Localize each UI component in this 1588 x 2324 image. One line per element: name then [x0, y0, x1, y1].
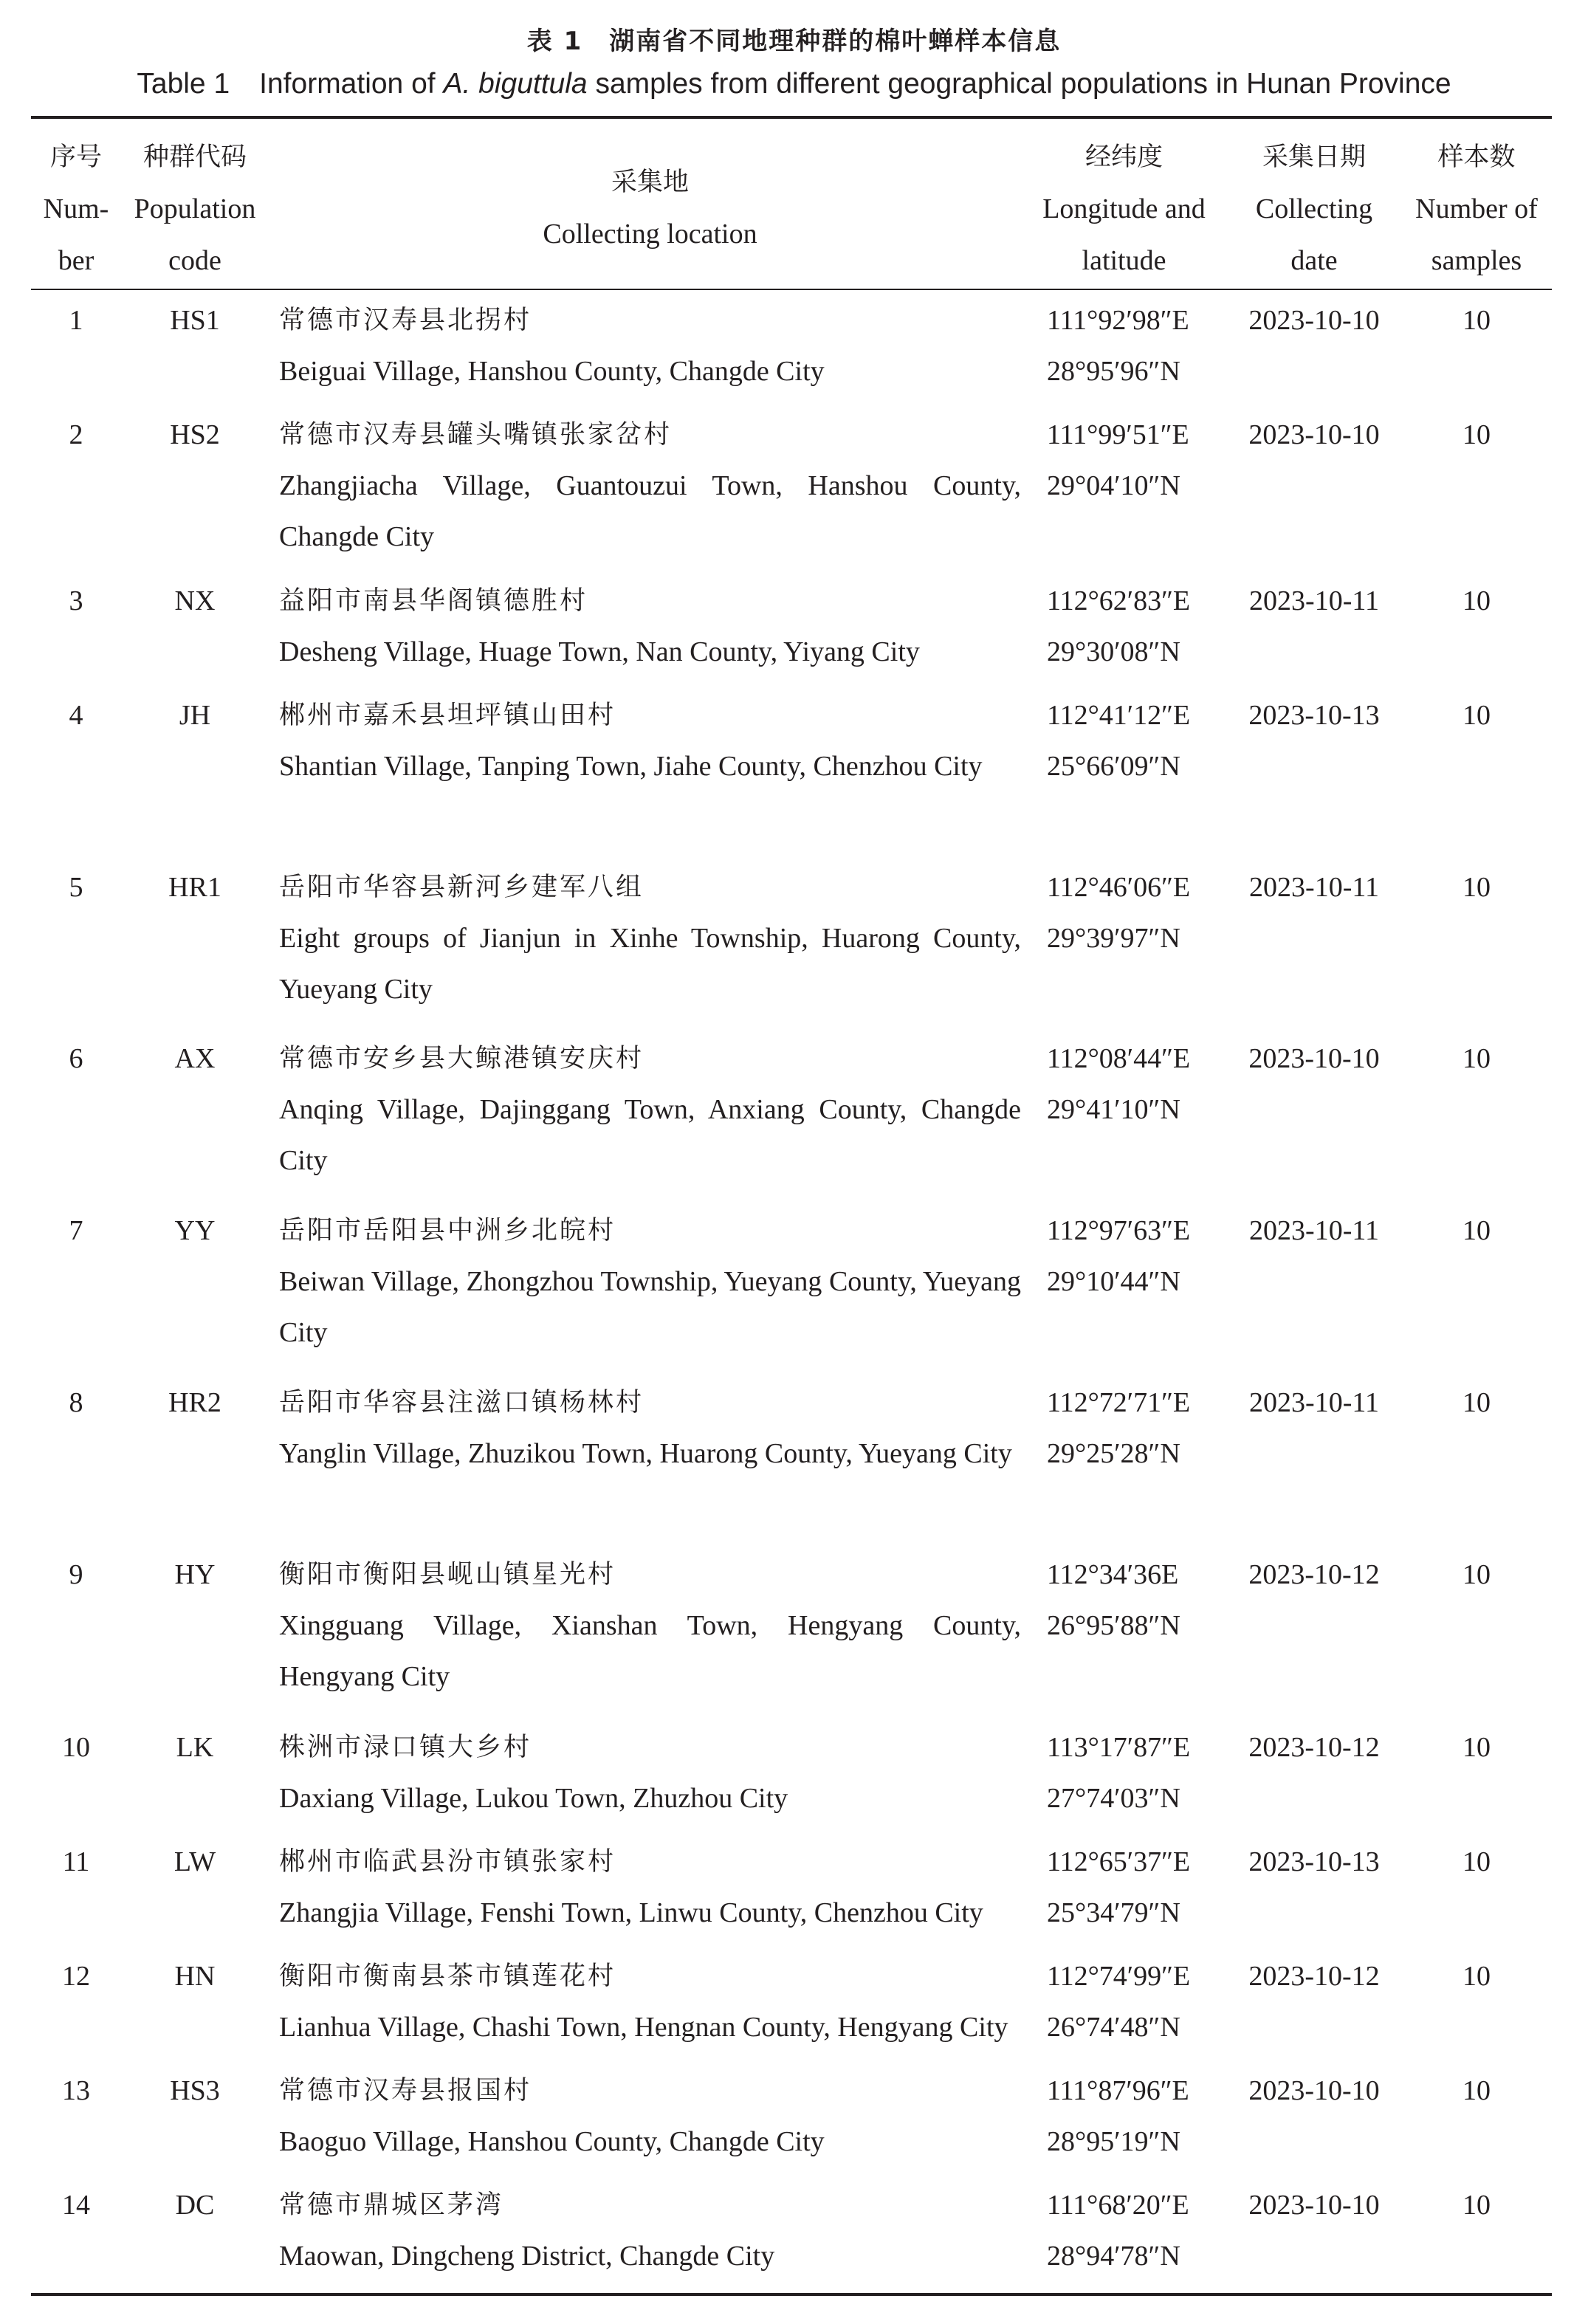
cell-date: 2023-10-10 [1248, 2190, 1380, 2221]
header-location [279, 157, 1021, 260]
header-samples [1403, 131, 1550, 286]
cell-lonlat [1034, 2066, 1214, 2167]
header-location-en: Collecting location [543, 219, 757, 250]
header-number-en2: ber [58, 245, 94, 276]
cell-date: 2023-10-10 [1248, 305, 1380, 336]
header-code [124, 131, 266, 286]
cell-lonlat [1034, 1837, 1214, 1939]
cell-latitude: 29°04′10″N [1047, 470, 1180, 501]
cell-longitude: 112°46′06″E [1047, 872, 1191, 903]
cell-location-cn: 岳阳市华容县新河乡建军八组 [279, 873, 645, 902]
cell-number: 8 [69, 1387, 83, 1418]
cell-code: HS2 [170, 419, 220, 450]
cell-latitude: 29°39′97″N [1047, 923, 1180, 954]
table-number: Table 1 [137, 68, 230, 100]
cell-location-cn: 株洲市渌口镇大乡村 [279, 1733, 532, 1762]
cell-date: 2023-10-11 [1249, 872, 1379, 903]
cell-samples: 10 [1462, 1559, 1491, 1590]
caption-prefix: Information of [259, 68, 436, 100]
cell-longitude: 112°08′44″E [1047, 1043, 1191, 1074]
cell-samples: 10 [1462, 700, 1491, 731]
cell-date: 2023-10-10 [1248, 2075, 1380, 2106]
cell-latitude: 26°74′48″N [1047, 2012, 1180, 2043]
cell-samples: 10 [1462, 1387, 1491, 1418]
cell-location-cn: 衡阳市衡阳县岘山镇星光村 [279, 1560, 616, 1589]
cell-latitude: 28°94′78″N [1047, 2241, 1180, 2272]
cell-latitude: 29°10′44″N [1047, 1266, 1180, 1297]
cell-code: HS1 [170, 305, 220, 336]
cell-longitude: 112°62′83″E [1047, 585, 1191, 616]
cell-location-en: Beiwan Village, Zhongzhou Township, Yueyang County, Yueyang City [279, 1266, 1021, 1348]
cell-location-en: Eight groups of Jianjun in Xinhe Township, Huarong County, Yueyang City [279, 923, 1021, 1005]
cell-samples: 10 [1462, 585, 1491, 616]
cell-date: 2023-10-13 [1248, 700, 1380, 731]
cell-location [279, 1722, 1021, 1824]
cell-location-en: Zhangjiacha Village, Guantouzui Town, Hanshou County, Changde City [279, 470, 1021, 552]
cell-date: 2023-10-12 [1248, 1559, 1380, 1590]
cell-longitude: 111°87′96″E [1047, 2075, 1189, 2106]
cell-lonlat [1034, 1722, 1214, 1824]
cell-location-cn: 常德市汉寿县报国村 [279, 2076, 532, 2105]
cell-code: JH [179, 700, 211, 731]
header-lonlat-en2: latitude [1082, 245, 1166, 276]
cell-location [279, 410, 1021, 563]
cell-longitude: 111°92′98″E [1047, 305, 1189, 336]
cell-samples: 10 [1462, 872, 1491, 903]
table-caption-cn: 表 1 湖南省不同地理种群的棉叶蝉样本信息 [526, 27, 1062, 56]
cell-date: 2023-10-12 [1248, 1732, 1380, 1763]
cell-code: NX [174, 585, 216, 616]
cell-longitude: 112°97′63″E [1047, 1215, 1191, 1246]
cell-number: 6 [69, 1043, 83, 1074]
cell-location [279, 1837, 1021, 1939]
cell-latitude: 29°25′28″N [1047, 1438, 1180, 1469]
header-date-en2: date [1290, 245, 1338, 276]
cell-number: 14 [62, 2190, 90, 2221]
cell-lonlat [1034, 1550, 1214, 1651]
cell-location [279, 1378, 1021, 1479]
cell-location-cn: 常德市汉寿县罐头嘴镇张家岔村 [279, 420, 673, 450]
header-rule [31, 289, 1552, 290]
cell-samples: 10 [1462, 419, 1491, 450]
cell-latitude: 28°95′96″N [1047, 356, 1180, 387]
cell-location-cn: 岳阳市华容县注滋口镇杨林村 [279, 1388, 645, 1417]
cell-location-cn: 常德市安乡县大鲸港镇安庆村 [279, 1044, 645, 1073]
cell-number: 10 [62, 1732, 90, 1763]
cell-latitude: 29°30′08″N [1047, 636, 1180, 667]
cell-location-en: Beiguai Village, Hanshou County, Changde City [279, 356, 825, 387]
cell-longitude: 112°34′36E [1047, 1559, 1179, 1590]
cell-location [279, 576, 1021, 678]
caption-suffix: samples from different geographical populations in Hunan Province [595, 68, 1451, 100]
cell-location-en: Zhangjia Village, Fenshi Town, Linwu County, Chenzhou City [279, 1897, 983, 1928]
cell-latitude: 28°95′19″N [1047, 2126, 1180, 2157]
cell-location-en: Baoguo Village, Hanshou County, Changde City [279, 2126, 825, 2157]
cell-longitude: 112°72′71″E [1047, 1387, 1191, 1418]
cell-location [279, 1034, 1021, 1186]
cell-longitude: 111°68′20″E [1047, 2190, 1189, 2221]
cell-location-en: Maowan, Dingcheng District, Changde City [279, 2241, 775, 2272]
header-date [1226, 131, 1403, 286]
cell-code: LK [176, 1732, 214, 1763]
cell-latitude: 25°66′09″N [1047, 751, 1180, 782]
cell-location [279, 1951, 1021, 2053]
cell-number: 13 [62, 2075, 90, 2106]
cell-location [279, 1550, 1021, 1702]
header-date-en1: Collecting [1255, 193, 1373, 224]
cell-location-en: Yanglin Village, Zhuzikou Town, Huarong County, Yueyang City [279, 1438, 1012, 1469]
cell-date: 2023-10-10 [1248, 1043, 1380, 1074]
header-samples-en2: samples [1431, 245, 1522, 276]
header-lonlat-en1: Longitude and [1042, 193, 1206, 224]
cell-location [279, 2066, 1021, 2167]
cell-number: 2 [69, 419, 83, 450]
cell-code: YY [174, 1215, 216, 1246]
cell-location-cn: 益阳市南县华阁镇德胜村 [279, 586, 588, 616]
cell-lonlat [1034, 295, 1214, 397]
header-code-en1: Population [134, 193, 256, 224]
header-lonlat-cn: 经纬度 [1085, 142, 1163, 172]
cell-lonlat [1034, 2180, 1214, 2282]
cell-latitude: 25°34′79″N [1047, 1897, 1180, 1928]
cell-location-cn: 常德市鼎城区茅湾 [279, 2190, 504, 2220]
cell-location-cn: 郴州市嘉禾县坦坪镇山田村 [279, 701, 616, 730]
cell-longitude: 112°41′12″E [1047, 700, 1191, 731]
cell-latitude: 27°74′03″N [1047, 1783, 1180, 1814]
cell-number: 3 [69, 585, 83, 616]
header-code-cn: 种群代码 [142, 142, 247, 172]
cell-code: HN [174, 1961, 216, 1992]
cell-date: 2023-10-10 [1248, 419, 1380, 450]
cell-code: HR2 [168, 1387, 221, 1418]
cell-date: 2023-10-11 [1249, 585, 1379, 616]
cell-lonlat [1034, 1206, 1214, 1307]
cell-samples: 10 [1462, 1043, 1491, 1074]
header-number-cn: 序号 [49, 142, 102, 172]
cell-latitude: 29°41′10″N [1047, 1094, 1180, 1125]
cell-location-cn: 常德市汉寿县北拐村 [279, 306, 532, 335]
cell-date: 2023-10-11 [1249, 1215, 1379, 1246]
cell-lonlat [1034, 690, 1214, 792]
cell-code: HR1 [168, 872, 221, 903]
header-date-cn: 采集日期 [1262, 142, 1366, 172]
cell-samples: 10 [1462, 2190, 1491, 2221]
cell-longitude: 112°65′37″E [1047, 1846, 1191, 1877]
caption-species: A. biguttula [443, 68, 588, 100]
cell-samples: 10 [1462, 2075, 1491, 2106]
cell-code: LW [173, 1846, 216, 1877]
header-lonlat [1034, 131, 1214, 286]
cell-samples: 10 [1462, 1215, 1491, 1246]
cell-longitude: 113°17′87″E [1047, 1732, 1191, 1763]
cell-lonlat [1034, 410, 1214, 512]
cell-number: 12 [62, 1961, 90, 1992]
cell-code: HY [174, 1559, 216, 1590]
cell-lonlat [1034, 1034, 1214, 1135]
cell-lonlat [1034, 576, 1214, 678]
cell-samples: 10 [1462, 305, 1491, 336]
cell-location-en: Desheng Village, Huage Town, Nan County, Yiyang City [279, 636, 920, 667]
cell-location-en: Anqing Village, Dajinggang Town, Anxiang County, Changde City [279, 1094, 1021, 1176]
cell-code: HS3 [170, 2075, 220, 2106]
cell-lonlat [1034, 1951, 1214, 2053]
top-rule [31, 116, 1552, 119]
header-location-cn: 采集地 [611, 168, 689, 197]
cell-location-en: Lianhua Village, Chashi Town, Hengnan County, Hengyang City [279, 2012, 1008, 2043]
cell-samples: 10 [1462, 1961, 1491, 1992]
cell-number: 1 [69, 305, 83, 336]
cell-longitude: 112°74′99″E [1047, 1961, 1191, 1992]
cell-location [279, 2180, 1021, 2282]
cell-number: 5 [69, 872, 83, 903]
cell-location [279, 295, 1021, 397]
cell-location-cn: 岳阳市岳阳县中洲乡北皖村 [279, 1216, 616, 1245]
header-code-en2: code [168, 245, 221, 276]
cell-location [279, 690, 1021, 792]
cell-location [279, 862, 1021, 1015]
cell-code: DC [175, 2190, 215, 2221]
cell-date: 2023-10-12 [1248, 1961, 1380, 1992]
cell-lonlat [1034, 1378, 1214, 1479]
table-caption-en [0, 68, 1588, 100]
cell-samples: 10 [1462, 1732, 1491, 1763]
header-samples-cn: 样本数 [1437, 142, 1516, 172]
cell-location-cn: 衡阳市衡南县茶市镇莲花村 [279, 1962, 616, 1991]
cell-location [279, 1206, 1021, 1358]
cell-samples: 10 [1462, 1846, 1491, 1877]
cell-number: 4 [69, 700, 83, 731]
cell-location-cn: 郴州市临武县汾市镇张家村 [279, 1847, 616, 1877]
cell-lonlat [1034, 862, 1214, 964]
header-number [35, 131, 117, 286]
header-samples-en1: Number of [1415, 193, 1538, 224]
cell-date: 2023-10-11 [1249, 1387, 1379, 1418]
cell-latitude: 26°95′88″N [1047, 1610, 1180, 1641]
cell-code: AX [174, 1043, 216, 1074]
header-number-en1: Num- [43, 193, 109, 224]
cell-number: 7 [69, 1215, 83, 1246]
cell-location-en: Xingguang Village, Xianshan Town, Hengyang County, Hengyang City [279, 1610, 1021, 1692]
cell-longitude: 111°99′51″E [1047, 419, 1189, 450]
cell-number: 9 [69, 1559, 83, 1590]
cell-location-en: Daxiang Village, Lukou Town, Zhuzhou City [279, 1783, 788, 1814]
cell-location-en: Shantian Village, Tanping Town, Jiahe County, Chenzhou City [279, 751, 983, 782]
bottom-rule [31, 2293, 1552, 2296]
cell-number: 11 [62, 1846, 90, 1877]
cell-date: 2023-10-13 [1248, 1846, 1380, 1877]
